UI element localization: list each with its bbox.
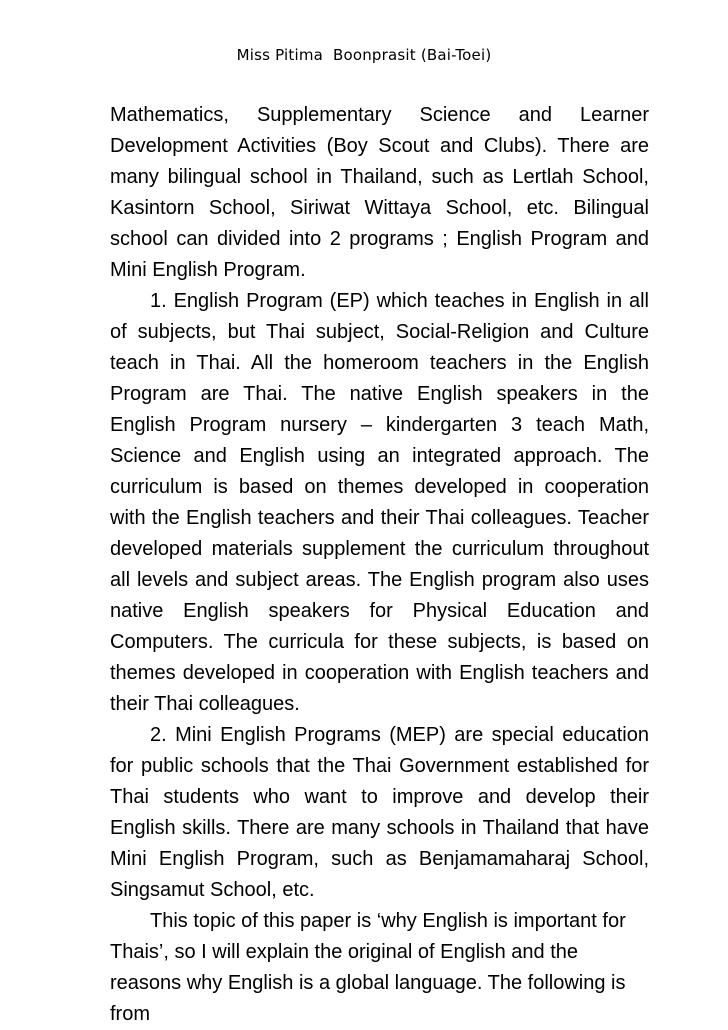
document-body — [110, 100, 649, 1030]
paragraph-bilingual-schools: Mathematics, Supplementary Science and Learner Development Activities (Boy Scout and Clubs). There are many bilingual school in Thailand, such as Lertlah School, Kasintorn School, Siriwat Wittaya School, etc. Bilingual school can divided into 2 programs ; English Program and Mini English Program. — [110, 104, 649, 281]
paragraph-paper-topic: This topic of this paper is ‘why English is important for Thais’, so I will explain the original of English and the reasons why English is a global language. The following is from — [110, 910, 626, 1025]
page-header: Miss Pitima Boonprasit (Bai-Toei) — [236, 46, 492, 64]
paragraph-mini-english-program: 2. Mini English Programs (MEP) are special education for public schools that the Thai Government established for Thai students who want to improve and develop their English skills. There are many schools in Thailand that have Mini English Program, such as Benjamamaharaj School, Singsamut School, etc. — [110, 724, 649, 901]
paragraph-english-program: 1. English Program (EP) which teaches in English in all of subjects, but Thai subject, Social-Religion and Culture teach in Thai. All the homeroom teachers in the English Program are Thai. The native English speakers in the English Program nursery – kindergarten 3 teach Math, Science and English using an integrated approach. The curriculum is based on themes developed in cooperation with the English teachers and their Thai colleagues. Teacher developed materials supplement the curriculum throughout all levels and subject areas. The English program also uses native English speakers for Physical Education and Computers. The curricula for these subjects, is based on themes developed in cooperation with English teachers and their Thai colleagues. — [110, 290, 649, 715]
